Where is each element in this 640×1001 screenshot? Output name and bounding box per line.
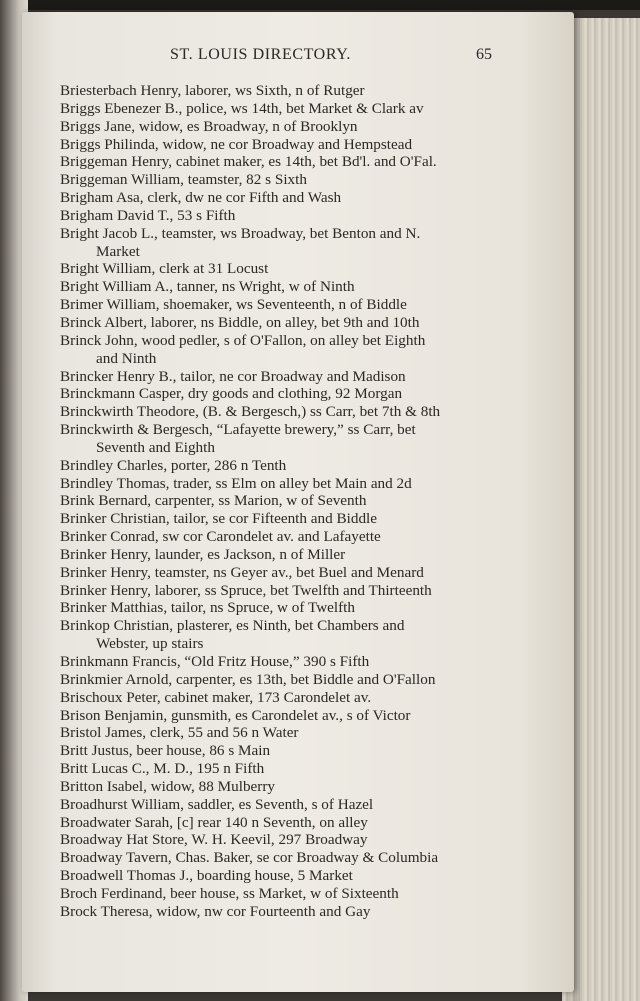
directory-entry xyxy=(60,671,510,689)
entry-text: Brincker Henry B., tailor, ne cor Broadway and Madison xyxy=(60,367,406,385)
directory-entry xyxy=(60,546,510,564)
directory-entry xyxy=(60,171,510,189)
directory-entry xyxy=(60,724,510,742)
entry-text: Brinker Henry, launder, es Jackson, n of Miller xyxy=(60,545,346,563)
entry-text: Brinckwirth & Bergesch, “Lafayette brewery,” ss Carr, bet xyxy=(60,421,416,439)
directory-entry xyxy=(60,653,510,671)
directory-entry xyxy=(60,599,510,617)
directory-entry xyxy=(60,457,510,475)
directory-entry xyxy=(60,885,510,903)
entry-text: Brison Benjamin, gunsmith, es Carondelet av., s of Victor xyxy=(60,706,411,724)
directory-entry xyxy=(60,403,510,421)
entry-text: Broadway Hat Store, W. H. Keevil, 297 Broadway xyxy=(60,831,368,849)
entry-text: Broadwater Sarah, [c] rear 140 n Seventh, on alley xyxy=(60,813,368,831)
running-title: ST. LOUIS DIRECTORY. xyxy=(170,46,351,63)
entry-text: Brinckwirth Theodore, (B. & Bergesch,) ss Carr, bet 7th & 8th xyxy=(60,403,441,421)
directory-entry xyxy=(60,100,510,118)
entry-text: Bright William, clerk at 31 Locust xyxy=(60,260,269,278)
entry-text: Brimer William, shoemaker, ws Seventeenth, n of Biddle xyxy=(60,296,407,314)
entry-text: Brock Theresa, widow, nw cor Fourteenth and Gay xyxy=(60,902,371,920)
directory-entry xyxy=(60,831,510,849)
entry-text: Britt Justus, beer house, 86 s Main xyxy=(60,742,271,760)
page-number: 65 xyxy=(476,46,492,63)
entry-continuation: Market xyxy=(96,242,140,260)
directory-entry xyxy=(60,582,510,600)
entry-continuation: Seventh and Eighth xyxy=(96,438,215,456)
directory-entry xyxy=(60,707,510,725)
directory-entry xyxy=(60,153,510,171)
entry-text: Broch Ferdinand, beer house, ss Market, w of Sixteenth xyxy=(60,884,399,902)
directory-entry xyxy=(60,385,510,403)
entry-text: Brinkop Christian, plasterer, es Ninth, bet Chambers and xyxy=(60,617,405,635)
entry-text: Broadhurst William, saddler, es Seventh, s of Hazel xyxy=(60,795,374,813)
entry-text: Brink Bernard, carpenter, ss Marion, w of Seventh xyxy=(60,492,367,510)
directory-entry xyxy=(60,296,510,314)
directory-entry xyxy=(60,617,510,653)
directory-entry xyxy=(60,796,510,814)
entry-text: Britt Lucas C., M. D., 195 n Fifth xyxy=(60,760,265,778)
directory-entry xyxy=(60,278,510,296)
entry-text: Briggs Ebenezer B., police, ws 14th, bet Market & Clark av xyxy=(60,99,424,117)
entry-text: Brindley Thomas, trader, ss Elm on alley bet Main and 2d xyxy=(60,474,412,492)
directory-entries xyxy=(60,82,510,921)
directory-entry xyxy=(60,118,510,136)
directory-entry xyxy=(60,903,510,921)
directory-entry xyxy=(60,814,510,832)
directory-entry xyxy=(60,760,510,778)
directory-entry xyxy=(60,332,510,368)
directory-entry xyxy=(60,136,510,154)
page-header xyxy=(22,46,574,72)
entry-text: Brigham David T., 53 s Fifth xyxy=(60,206,236,224)
entry-text: Brinker Henry, laborer, ss Spruce, bet Twelfth and Thirteenth xyxy=(60,581,432,599)
entry-text: Bristol James, clerk, 55 and 56 n Water xyxy=(60,724,299,742)
directory-entry xyxy=(60,778,510,796)
directory-entry xyxy=(60,368,510,386)
directory-entry xyxy=(60,225,510,261)
entry-text: Brinker Matthias, tailor, ns Spruce, w of Twelfth xyxy=(60,599,355,617)
directory-entry xyxy=(60,82,510,100)
entry-text: Briggs Jane, widow, es Broadway, n of Brooklyn xyxy=(60,117,358,135)
directory-entry xyxy=(60,564,510,582)
directory-entry xyxy=(60,475,510,493)
entry-text: Briggeman William, teamster, 82 s Sixth xyxy=(60,171,307,189)
entry-text: Brinker Conrad, sw cor Carondelet av. and Lafayette xyxy=(60,528,381,546)
entry-text: Broadwell Thomas J., boarding house, 5 Market xyxy=(60,867,353,885)
top-shadow-strip xyxy=(0,0,640,10)
entry-text: Bright William A., tanner, ns Wright, w of Ninth xyxy=(60,278,355,296)
directory-entry xyxy=(60,867,510,885)
entry-text: Brischoux Peter, cabinet maker, 173 Carondelet av. xyxy=(60,688,372,706)
directory-entry xyxy=(60,207,510,225)
directory-entry xyxy=(60,528,510,546)
entry-text: Brinkmann Francis, “Old Fritz House,” 390 s Fifth xyxy=(60,653,370,670)
entry-text: Briggeman Henry, cabinet maker, es 14th, bet Bd'l. and O'Fal. xyxy=(60,153,437,171)
entry-text: Brindley Charles, porter, 286 n Tenth xyxy=(60,456,287,474)
entry-text: Brinker Christian, tailor, se cor Fifteenth and Biddle xyxy=(60,510,377,528)
entry-continuation: and Ninth xyxy=(96,349,157,367)
entry-text: Brinck Albert, laborer, ns Biddle, on alley, bet 9th and 10th xyxy=(60,313,420,331)
entry-text: Broadway Tavern, Chas. Baker, se cor Broadway & Columbia xyxy=(60,849,439,867)
directory-entry xyxy=(60,260,510,278)
entry-text: Brinker Henry, teamster, ns Geyer av., bet Buel and Menard xyxy=(60,563,424,581)
entry-continuation: Webster, up stairs xyxy=(96,635,204,653)
entry-text: Brinkmier Arnold, carpenter, es 13th, bet Biddle and O'Fallon xyxy=(60,670,436,688)
entry-text: Brigham Asa, clerk, dw ne cor Fifth and Wash xyxy=(60,189,342,207)
directory-entry xyxy=(60,510,510,528)
entry-text: Briesterbach Henry, laborer, ws Sixth, n of Rutger xyxy=(60,82,365,99)
entry-text: Brinck John, wood pedler, s of O'Fallon, on alley bet Eighth xyxy=(60,331,426,349)
directory-entry xyxy=(60,742,510,760)
directory-entry xyxy=(60,849,510,867)
directory-entry xyxy=(60,421,510,457)
directory-entry xyxy=(60,314,510,332)
entry-text: Brinckmann Casper, dry goods and clothing, 92 Morgan xyxy=(60,385,403,403)
entry-text: Britton Isabel, widow, 88 Mulberry xyxy=(60,777,275,795)
entry-text: Briggs Philinda, widow, ne cor Broadway and Hempstead xyxy=(60,135,413,153)
directory-page xyxy=(22,12,574,992)
directory-entry xyxy=(60,189,510,207)
directory-entry xyxy=(60,492,510,510)
directory-entry xyxy=(60,689,510,707)
entry-text: Bright Jacob L., teamster, ws Broadway, bet Benton and N. xyxy=(60,224,421,242)
